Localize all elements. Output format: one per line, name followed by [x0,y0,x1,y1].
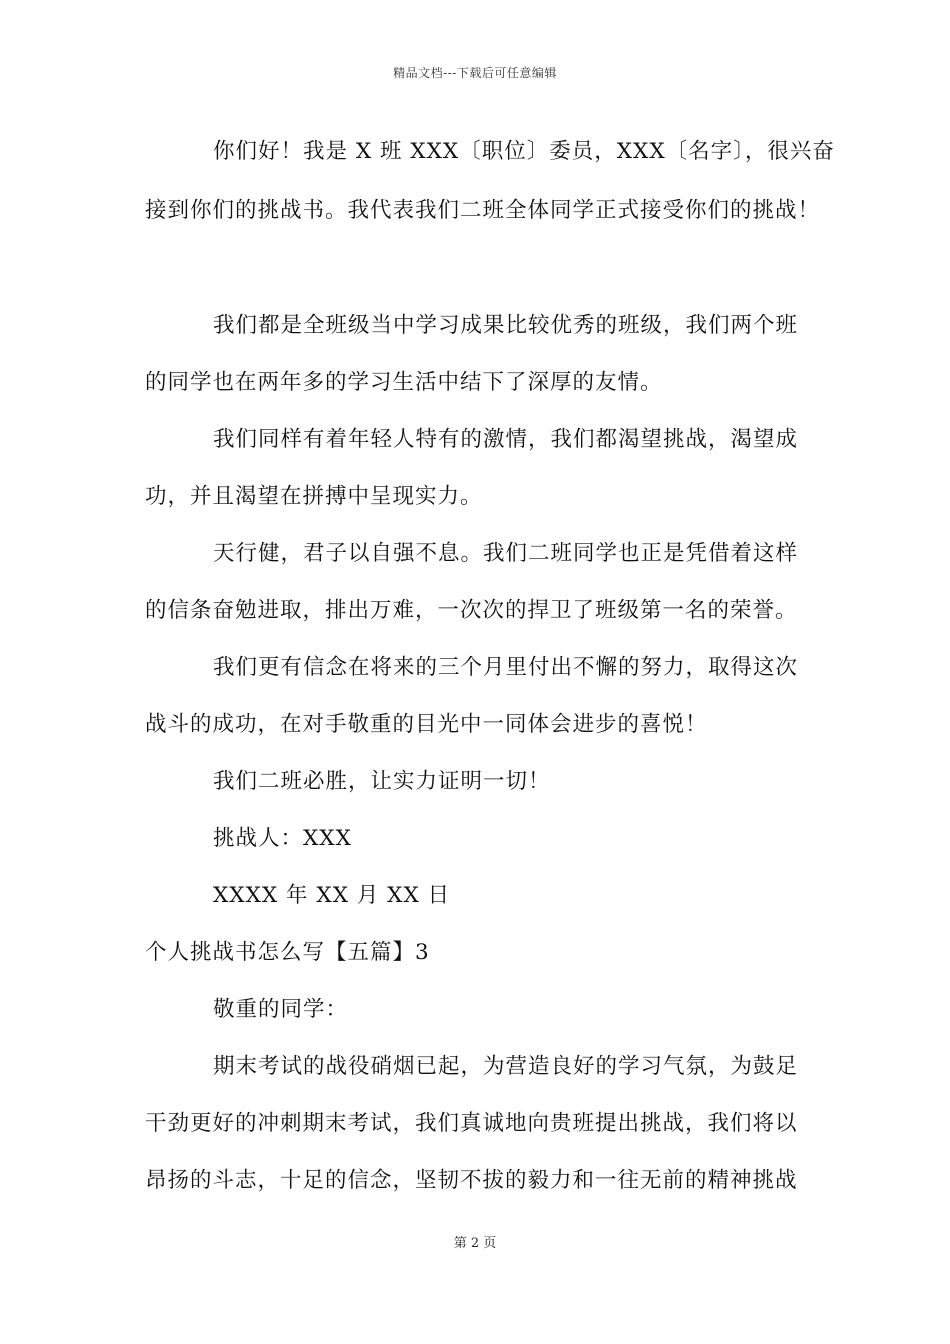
body-line: 我们都是全班级当中学习成果比较优秀的班级，我们两个班 [213,313,799,338]
section-title: 个人挑战书怎么写【五篇】3 [145,940,430,965]
body-line: 的信条奋勉进取，排出万难，一次次的捍卫了班级第一名的荣誉。 [145,598,798,623]
date-line: XXXX 年 XX 月 XX 日 [213,883,451,908]
body-line: 我们同样有着年轻人特有的激情，我们都渴望挑战，渴望成 [213,427,799,452]
body-line: 功，并且渴望在拼搏中呈现实力。 [145,484,483,509]
body-line: 的同学也在两年多的学习生活中结下了深厚的友情。 [145,370,663,395]
salutation: 敬重的同学： [213,997,349,1022]
body-line: 天行健，君子以自强不息。我们二班同学也正是凭借着这样 [213,541,799,566]
body-line: 接到你们的挑战书。我代表我们二班全体同学正式接受你们的挑战！ [145,198,821,223]
body-line: 期末考试的战役硝烟已起，为营造良好的学习气氛，为鼓足 [213,1054,799,1079]
body-line: 我们二班必胜，让实力证明一切！ [213,769,551,794]
body-line: 战斗的成功，在对手敬重的目光中一同体会进步的喜悦！ [145,712,708,737]
body-line: 干劲更好的冲刺期末考试，我们真诚地向贵班提出挑战，我们将以 [145,1111,798,1136]
signer-line: 挑战人：XXX [213,826,352,851]
body-line: 昂扬的斗志，十足的信念，坚韧不拔的毅力和一往无前的精神挑战 [145,1168,798,1193]
body-line: 我们更有信念在将来的三个月里付出不懈的努力，取得这次 [213,655,799,680]
page-header: 精品文档---下载后可任意编辑 [393,66,557,80]
body-line: 你们好！我是 X 班 XXX〔职位〕委员，XXX〔名字〕，很兴奋 [213,139,835,164]
page-number: 第 2 页 [453,1236,497,1251]
